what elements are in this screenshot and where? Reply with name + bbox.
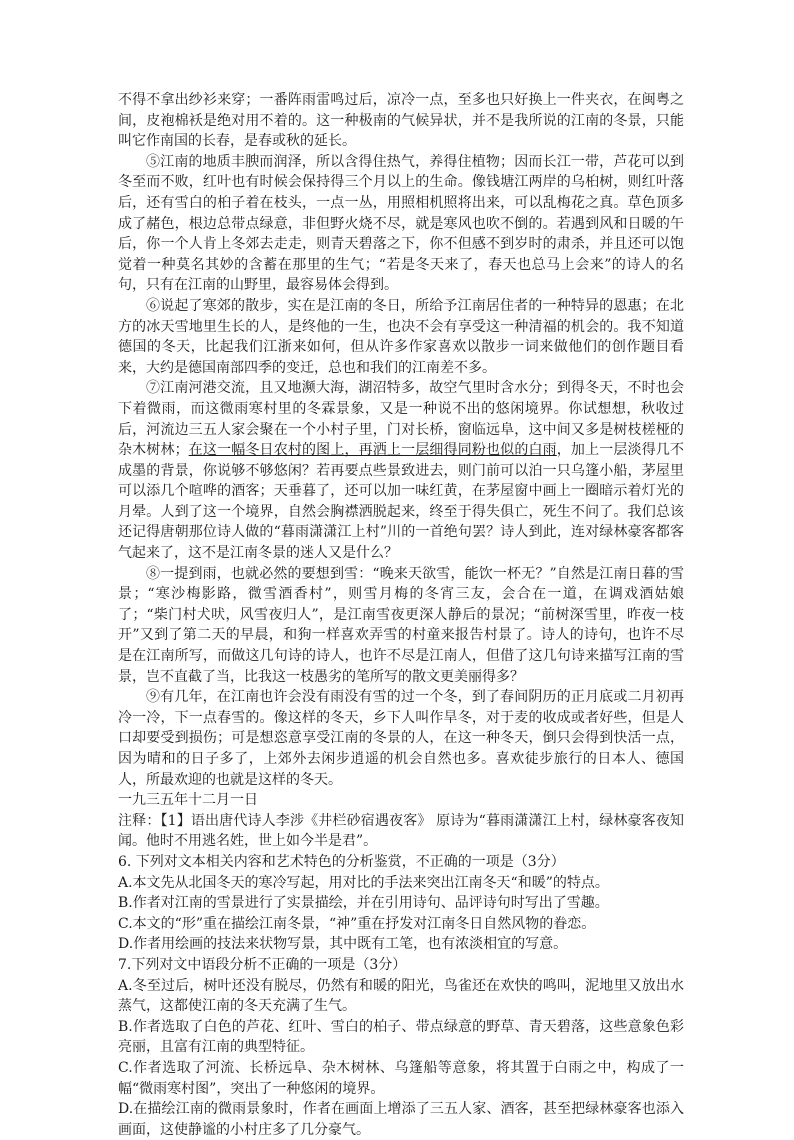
question-6-option-a: A.本文先从北国冬天的寒冷写起，用对比的手法来突出江南冬天“和暖”的特点。 bbox=[118, 874, 609, 891]
paragraph-7-underlined-sentence: 在这一幅冬日农村的图上，再洒上一层细得同粉也似的白雨 bbox=[188, 442, 557, 459]
paragraph-7-part-1: ⑦江南河港交流，且又地濒大海，湖沼特多，故空气里时含水分；到得冬天，不时也会下着微雨，而这微雨寒村里的冬霖景象，又是一种说不出的悠闲境界。你试想想，秋收过后，河流边三五人家会聚在一个小村子里，门对长桥，窗临远阜，这中间又多是树枝槎桠的杂木树林； bbox=[118, 380, 684, 459]
question-6-option-b: B.作者对江南的雪景进行了实景描绘，并在引用诗句、品评诗句时写出了雪趣。 bbox=[118, 895, 609, 912]
question-7-stem: 7.下列对文中语段分析不正确的一项是（3分） bbox=[118, 956, 407, 973]
question-6-option-d: D.作者用绘画的技法来状物写景，其中既有工笔，也有浓淡相宜的写意。 bbox=[118, 936, 568, 953]
paragraph-6: ⑥说起了寒郊的散步，实在是江南的冬日，所给予江南居住者的一种特异的恩惠；在北方的冰天雪地里生长的人，是终他的一生，也决不会有享受这一种清福的机会的。我不知道德国的冬天，比起我们江浙来如何，但从许多作家喜欢以散步一词来做他们的创作题目看来，大约是德国南部四季的变迁，总也和我们的江南差不多。 bbox=[118, 297, 684, 376]
document-page bbox=[118, 90, 684, 1140]
question-7-option-b: B.作者选取了白色的芦花、红叶、雪白的柏子、带点绿意的野草、青天碧落，这些意象色彩亮丽，且富有江南的典型特征。 bbox=[118, 1018, 684, 1056]
question-6-option-c: C.本文的“形”重在描绘江南冬景，“神”重在抒发对江南冬日自然风物的眷恋。 bbox=[118, 915, 596, 932]
paragraph-8: ⑧一提到雨，也就必然的要想到雪：“晚来天欲雪，能饮一杯无？”自然是江南日暮的雪景；“寒沙梅影路，微雪酒香村”，则雪月梅的冬宵三友，会合在一道，在调戏酒姑娘了；“柴门村犬吠，风雪夜归人”，是江南雪夜更深人静后的景况；“前树深雪里，昨夜一枝开”又到了第二天的早晨，和狗一样喜欢弄雪的村童来报告村景了。诗人的诗句，也许不尽是在江南所写，而做这几句诗的诗人，也许不尽是江南人，但借了这几句诗来描写江南的雪景，岂不直截了当，比我这一枝愚劣的笔所写的散文更美丽得多？ bbox=[118, 565, 684, 685]
paragraph-4-continued: 不得不拿出纱衫来穿；一番阵雨雷鸣过后，凉冷一点，至多也只好换上一件夹衣，在闽粤之间，皮袍棉袄是绝对用不着的。这一种极南的气候异状，并不是我所说的江南的冬景，只能叫它作南国的长春，是春或秋的延长。 bbox=[118, 92, 684, 150]
question-7-option-c: C.作者选取了河流、长桥远阜、杂木树林、乌篷船等意象，将其置于白雨之中，构成了一幅“微雨寒村图”，突出了一种悠闲的境界。 bbox=[118, 1059, 684, 1097]
paragraph-7-part-2: ，加上一层淡得几不成墨的背景，你说够不够悠闲？若再要点些景致进去，则门前可以泊一只乌篷小船，茅屋里可以添几个喧哗的酒客；天垂暮了，还可以加一味红黄，在茅屋窗中画上一圈暗示着灯光的月晕。人到了这一个境界，自然会胸襟洒脱起来，终至于得失俱亡，死生不问了。我们总该还记得唐朝那位诗人做的“暮雨潇潇江上村”川的一首绝句罢？诗人到此，连对绿林豪客都客气起来了，这不是江南冬景的迷人又是什么？ bbox=[118, 442, 685, 562]
annotation-note: 注释：【1】语出唐代诗人李涉《井栏砂宿遇夜客》 原诗为“暮雨潇潇江上村，绿林豪客夜知闻。他时不用逃名姓，世上如今半是君”。 bbox=[118, 812, 684, 850]
question-7-option-d: D.在描绘江南的微雨景象时，作者在画面上增添了三五人家、酒客，甚至把绿林豪客也添入画面，这使静谧的小村庄多了几分豪气。 bbox=[118, 1101, 684, 1138]
paragraph-9: ⑨有几年，在江南也许会没有雨没有雪的过一个冬，到了春间阴历的正月底或二月初再冷一冷，下一点春雪的。像这样的冬天，乡下人叫作旱冬，对于麦的收成或者好些，但是人口却要受到损伤；可是想恣意享受江南的冬景的人，在这一种冬天，倒只会得到快活一点，因为晴和的日子多了，上郊外去闲步逍遥的机会自然也多。喜欢徒步旅行的日本人、德国人，所最欢迎的也就是这样的冬天。 bbox=[118, 689, 684, 788]
question-6-stem: 6. 下列对文本相关内容和艺术特色的分析鉴赏，不正确的一项是（3分） bbox=[118, 853, 565, 870]
paragraph-7 bbox=[118, 378, 684, 563]
question-7-option-a: A.冬至过后，树叶还没有脱尽，仍然有和暖的阳光，鸟雀还在欢快的鸣叫，泥地里又放出水蒸气，这都使江南的冬天充满了生气。 bbox=[118, 977, 684, 1015]
date-line: 一九三五年十二月一日 bbox=[118, 792, 258, 809]
paragraph-5: ⑤江南的地质丰腴而润泽，所以含得住热气，养得住植物；因而长江一带，芦花可以到冬至而不败，红叶也有时候会保持得三个月以上的生命。像钱塘江两岸的乌桕树，则红叶落后，还有雪白的桕子着在枝头，一点一丛，用照相机照将出来，可以乱梅花之真。草色顶多成了赭色，根边总带点绿意，非但野火烧不尽，就是寒风也吹不倒的。若遇到风和日暖的午后，你一个人肯上冬郊去走走，则青天碧落之下，你不但感不到岁时的肃杀，并且还可以饱觉着一种莫名其妙的含蓄在那里的生气；“若是冬天来了，春天也总马上会来”的诗人的名句，只有在江南的山野里，最容易体会得到。 bbox=[118, 153, 684, 294]
